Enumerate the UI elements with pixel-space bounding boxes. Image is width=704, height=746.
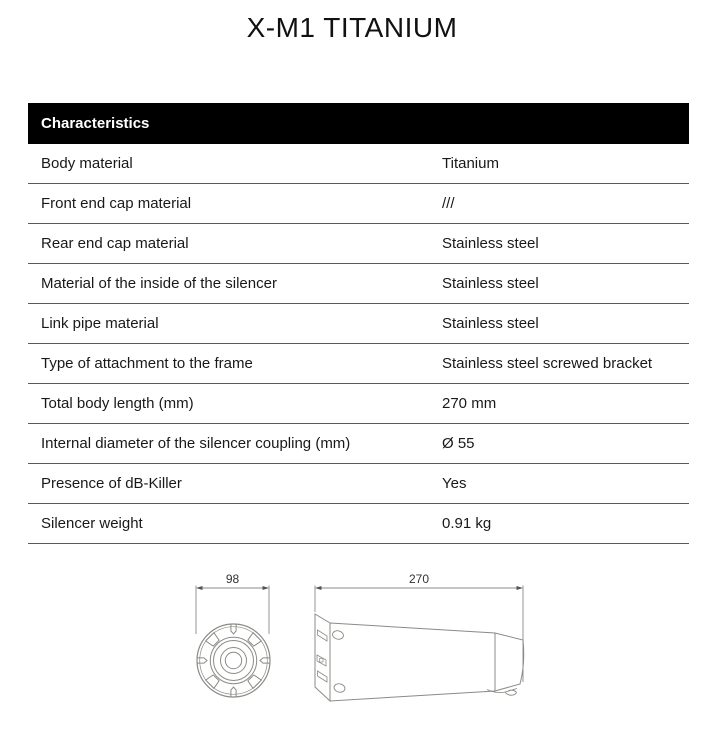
row-value: 0.91 kg bbox=[442, 515, 492, 532]
page-title: X-M1 TITANIUM bbox=[246, 12, 458, 43]
table-row bbox=[28, 504, 689, 544]
row-label: Silencer weight bbox=[41, 515, 143, 532]
row-label: Front end cap material bbox=[41, 195, 192, 212]
table-row bbox=[28, 144, 689, 184]
dim-arrow-right-icon bbox=[517, 586, 524, 590]
row-label: Total body length (mm) bbox=[41, 395, 194, 412]
row-value: /// bbox=[442, 195, 455, 212]
silencer-side-view bbox=[315, 614, 524, 701]
spec-table-body bbox=[28, 144, 689, 544]
row-value: 270 mm bbox=[442, 395, 497, 412]
row-value: Yes bbox=[442, 475, 467, 492]
row-value: Stainless steel screwed bracket bbox=[442, 355, 653, 372]
dim-label-diameter: 98 bbox=[225, 572, 240, 586]
silencer-front-view bbox=[197, 624, 270, 697]
dim-arrow-left-icon bbox=[196, 586, 203, 590]
technical-drawing bbox=[0, 555, 704, 746]
table-row bbox=[28, 464, 689, 504]
table-header bbox=[28, 103, 689, 144]
dim-label-length: 270 bbox=[408, 572, 430, 586]
table-header-label: Characteristics bbox=[41, 115, 150, 132]
dim-arrow-right-icon bbox=[263, 586, 270, 590]
dim-arrow-left-icon bbox=[315, 586, 322, 590]
table-row bbox=[28, 424, 689, 464]
row-label: Link pipe material bbox=[41, 315, 159, 332]
row-value: Stainless steel bbox=[442, 275, 539, 292]
table-row bbox=[28, 344, 689, 384]
table-row bbox=[28, 184, 689, 224]
row-label: Type of attachment to the frame bbox=[41, 355, 253, 372]
row-value: Stainless steel bbox=[442, 235, 539, 252]
row-label: Material of the inside of the silencer bbox=[41, 275, 277, 292]
row-value: Ø 55 bbox=[442, 435, 475, 452]
table-row bbox=[28, 304, 689, 344]
row-label: Internal diameter of the silencer coupling (mm) bbox=[41, 435, 351, 452]
row-value: Titanium bbox=[442, 155, 499, 172]
table-row bbox=[28, 384, 689, 424]
table-row bbox=[28, 264, 689, 304]
row-value: Stainless steel bbox=[442, 315, 539, 332]
row-label: Rear end cap material bbox=[41, 235, 189, 252]
row-label: Body material bbox=[41, 155, 133, 172]
characteristics-table bbox=[28, 103, 689, 544]
dimension-270 bbox=[315, 586, 523, 683]
row-label: Presence of dB-Killer bbox=[41, 475, 182, 492]
table-row bbox=[28, 224, 689, 264]
